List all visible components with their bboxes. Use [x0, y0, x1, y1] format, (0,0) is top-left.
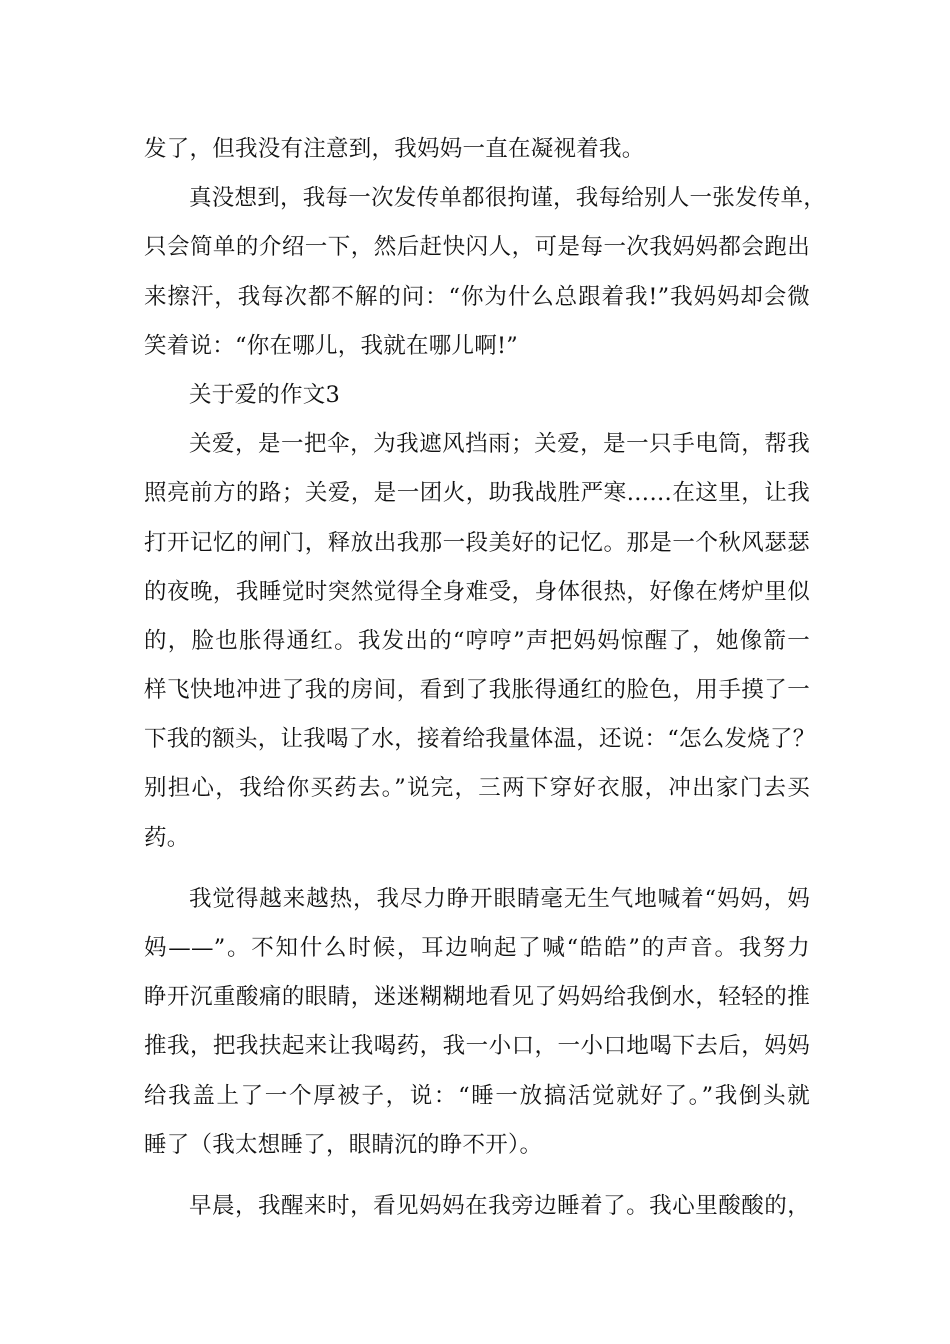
- text-line: 妈——”。不知什么时候，耳边响起了喊“皓皓”的声音。我努力: [144, 935, 810, 961]
- paragraph-line: 早晨，我醒来时，看见妈妈在我旁边睡着了。我心里酸酸的，: [189, 1192, 810, 1219]
- paragraph-gap: [144, 1170, 810, 1182]
- text-line: 的夜晚，我睡觉时突然觉得全身难受，身体很热，好像在烤炉里似: [144, 578, 810, 605]
- text-line: 样飞快地冲进了我的房间，看到了我胀得通红的脸色，用手摸了一: [144, 677, 810, 704]
- text-line: 来擦汗，我每次都不解的问：“你为什么总跟着我!”我妈妈却会微: [144, 283, 810, 310]
- section-heading: 关于爱的作文3: [189, 381, 341, 408]
- paragraph-line: 关爱，是一把伞，为我遮风挡雨；关爱，是一只手电筒，帮我: [189, 431, 810, 458]
- text-line: 打开记忆的闸门，释放出我那一段美好的记忆。那是一个秋风瑟瑟: [144, 529, 810, 556]
- paragraph-line: 真没想到，我每一次发传单都很拘谨，我每给别人一张发传单，: [189, 185, 827, 212]
- text-line: 别担心，我给你买药去。”说完，三两下穿好衣服，冲出家门去买: [144, 775, 810, 802]
- text-line: 照亮前方的路；关爱，是一团火，助我战胜严寒……在这里，让我: [144, 480, 810, 507]
- text-line: 笑着说：“你在哪儿，我就在哪儿啊!”: [144, 332, 519, 359]
- text-line: 给我盖上了一个厚被子，说：“睡一放搞活觉就好了。”我倒头就: [144, 1082, 810, 1109]
- text-line: 推我，把我扶起来让我喝药，我一小口，一小口地喝下去后，妈妈: [144, 1033, 810, 1060]
- text-line: 药。: [144, 824, 190, 851]
- text-line: 睡了（我太想睡了，眼睛沉的睁不开）。: [144, 1131, 543, 1158]
- text-line: 的，脸也胀得通红。我发出的“哼哼”声把妈妈惊醒了，她像箭一: [144, 627, 810, 654]
- text-line: 发了，但我没有注意到，我妈妈一直在凝视着我。: [144, 136, 645, 162]
- text-line: 下我的额头，让我喝了水，接着给我量体温，还说：“怎么发烧了？: [144, 726, 816, 753]
- text-line: 只会简单的介绍一下，然后赶快闪人，可是每一次我妈妈都会跑出: [144, 234, 810, 261]
- paragraph-gap: [144, 863, 810, 875]
- essay-text: [144, 125, 827, 1231]
- text-line: 睁开沉重酸痛的眼睛，迷迷糊糊地看见了妈妈给我倒水，轻轻的推: [144, 984, 810, 1011]
- paragraph-line: 我觉得越来越热，我尽力睁开眼睛毫无生气地喊着“妈妈，妈: [189, 885, 810, 912]
